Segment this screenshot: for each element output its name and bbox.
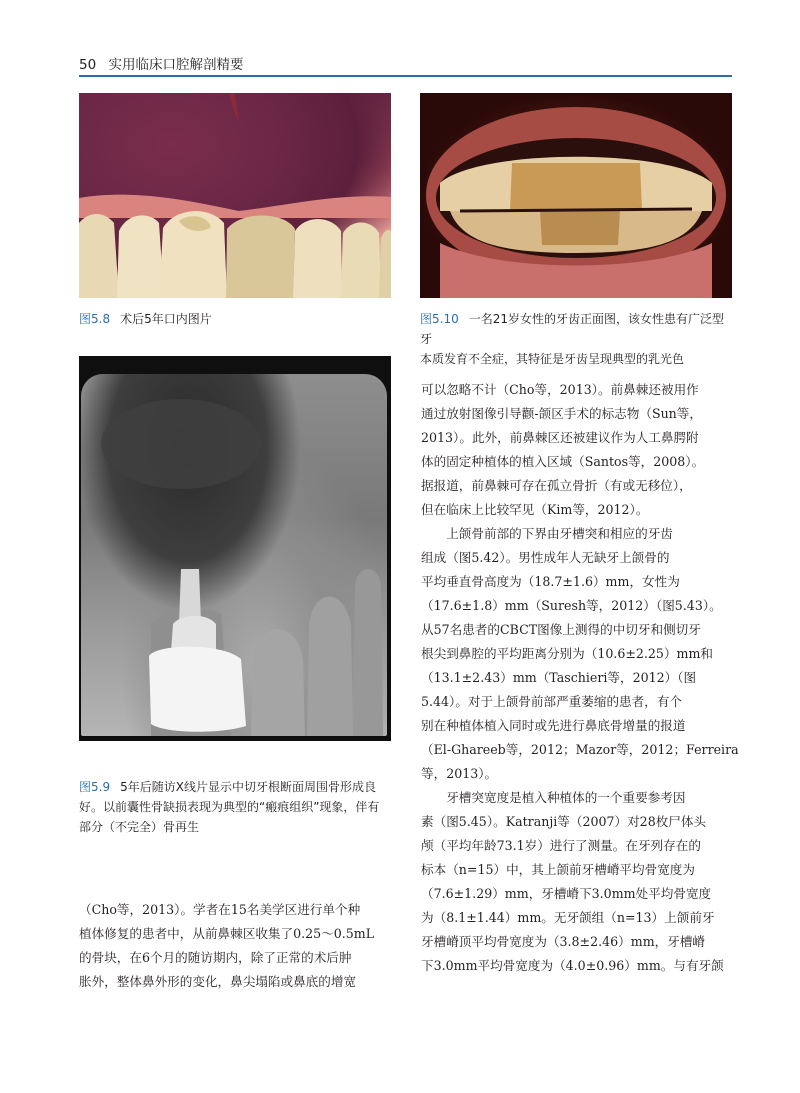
text-line: 植体修复的患者中，从前鼻棘区收集了0.25～0.5mL (79, 926, 375, 941)
book-title: 实用临床口腔解剖精要 (108, 57, 244, 73)
text-line: （Cho等，2013）。学者在15名美学区进行单个种 (79, 902, 361, 917)
caption-line: 本质发育不全症，其特征是牙齿呈现典型的乳光色 (420, 352, 685, 366)
figure-5-10-frontal-teeth-photo (420, 93, 732, 298)
text-line: 胀外，整体鼻外形的变化，鼻尖塌陷或鼻底的增宽 (79, 974, 357, 989)
text-line: 为（8.1±1.44）mm。无牙颌组（n=13）上颌前牙 (421, 910, 715, 925)
running-header (79, 53, 732, 77)
text-line: 下3.0mm平均骨宽度为（4.0±0.96）mm。与有牙颌 (421, 958, 724, 973)
text-line: 牙槽突宽度是植入种植体的一个重要参考因 (421, 790, 686, 805)
smile-illustration (420, 93, 732, 298)
left-column-text (79, 898, 397, 994)
figure-5-9-caption (79, 777, 399, 837)
text-line: 5.44）。对于上颌骨前部严重萎缩的患者，有个 (421, 694, 683, 709)
text-line: 据报道，前鼻棘可存在孤立骨折（有或无移位）， (421, 478, 692, 493)
text-line: （13.1±2.43）mm（Taschieri等，2012）（图 (421, 670, 697, 685)
text-line: 标本（n=15）中，其上颌前牙槽嵴平均骨宽度为 (421, 862, 695, 877)
text-line: 根尖到鼻腔的平均距离分别为（10.6±2.25）mm和 (421, 646, 714, 661)
text-line: 2013）。此外，前鼻棘区还被建议作为人工鼻腭附 (421, 430, 699, 445)
figure-5-10-caption (420, 309, 735, 369)
text-line: 牙槽嵴顶平均骨宽度为（3.8±2.46）mm，牙槽嵴 (421, 934, 706, 949)
figure-label: 图5.8 (79, 312, 111, 326)
text-line: 的骨块，在6个月的随访期内，除了正常的术后肿 (79, 950, 352, 965)
text-line: 等，2013）。 (421, 766, 498, 781)
text-line: （17.6±1.8）mm（Suresh等，2012）（图5.43）。 (421, 598, 722, 613)
figure-5-9-radiograph (79, 356, 391, 741)
text-line: 素（图5.45）。Katranji等（2007）对28枚尸体头 (421, 814, 707, 829)
figure-label: 图5.10 (420, 312, 459, 326)
text-line: 从57名患者的CBCT图像上测得的中切牙和侧切牙 (421, 622, 701, 637)
text-line: 但在临床上比较罕见（Kim等，2012）。 (421, 502, 649, 517)
text-line: （7.6±1.29）mm，牙槽嵴下3.0mm处平均骨宽度 (421, 886, 712, 901)
teeth-illustration (79, 93, 391, 298)
text-line: 体的固定种植体的植入区域（Santos等，2008）。 (421, 454, 705, 469)
caption-text: 术后5年口内图片 (120, 312, 212, 326)
caption-line: 部分（不完全）骨再生 (79, 820, 200, 834)
xray-film (81, 374, 387, 736)
caption-line: 一名21岁女性的牙齿正面图，该女性患有广泛型牙 (420, 312, 725, 346)
text-line: （El-Ghareeb等，2012；Mazor等，2012；Ferreira (421, 742, 739, 757)
text-line: 平均垂直骨高度为（18.7±1.6）mm，女性为 (421, 574, 680, 589)
text-line: 别在种植体植入同时或先进行鼻底骨增量的报道 (421, 718, 686, 733)
right-column-text (421, 378, 739, 978)
xray-illustration (81, 374, 387, 736)
page-number: 50 (79, 57, 97, 73)
text-line: 通过放射图像引导颧-颌区手术的标志物（Sun等， (421, 406, 702, 421)
text-line: 上颌骨前部的下界由牙槽突和相应的牙齿 (421, 526, 673, 541)
caption-line: 好。以前囊性骨缺损表现为典型的“瘢痕组织”现象，伴有 (79, 800, 380, 814)
figure-5-8-intraoral-photo (79, 93, 391, 298)
text-line: 组成（图5.42）。男性成年人无缺牙上颌骨的 (421, 550, 670, 565)
text-line: 可以忽略不计（Cho等，2013）。前鼻棘还被用作 (421, 382, 699, 397)
figure-label: 图5.9 (79, 780, 111, 794)
figure-5-8-caption (79, 309, 399, 329)
text-line: 颅（平均年龄73.1岁）进行了测量。在牙列存在的 (421, 838, 701, 853)
caption-line: 5年后随访X线片显示中切牙根断面周围骨形成良 (120, 780, 376, 794)
